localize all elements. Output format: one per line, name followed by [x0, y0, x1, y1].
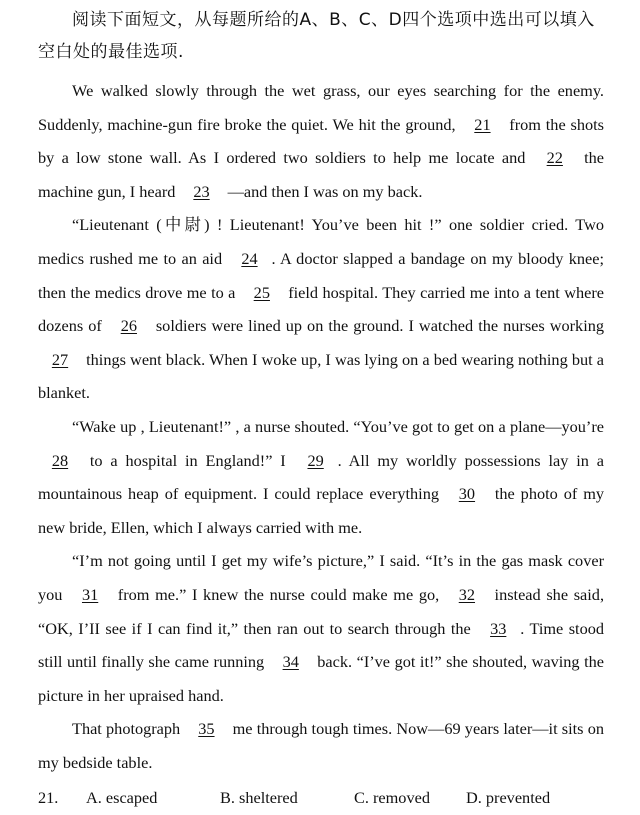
- paragraph-2: [38, 208, 604, 410]
- text-span: . A doctor slapped a bandage on my bloody knee; then the medics drove me to a: [38, 248, 605, 302]
- text-span: things went black. When I woke up, I was lying on a bed wearing nothing but a blanket.: [38, 349, 604, 403]
- text-span: “Wake up , Lieutenant!” , a nurse shouted. “You’ve got to get on a plane—you’re: [72, 416, 604, 436]
- text-span: the machine gun, I heard: [38, 148, 604, 201]
- text-span: instead she said, “OK, I’II see if I can find it,” then ran out to search through the: [38, 584, 605, 638]
- blank-33: 33: [490, 618, 507, 638]
- blank-35: 35: [198, 719, 215, 739]
- instruction-text: 阅读下面短文，从每题所给的A、B、C、D四个选项中选出可以填入空白处的最佳选项.: [38, 10, 595, 62]
- text-span: “I’m not going until I get my wife’s picture,” I said. “It’s in the gas mask cover you: [38, 551, 604, 604]
- text-span: from me.” I knew the nurse could make me go,: [112, 584, 445, 604]
- text-span: back. “I’ve got it!” she shouted, waving the picture in her upraised hand.: [38, 652, 605, 705]
- paragraph-3: [38, 410, 604, 544]
- text-span: me through tough times. Now—69 years later—it sits on my bedside table.: [38, 719, 605, 772]
- text-span: the photo of my new bride, Ellen, which I always carried with me.: [38, 484, 605, 537]
- text-span: . Time stood still until finally she came running: [38, 618, 604, 672]
- text-span: from the shots by a low stone wall. As I ordered two soldiers to help me locate and: [38, 114, 604, 168]
- text-span: to a hospital in England!” I: [82, 450, 294, 470]
- text-span: field hospital. They carried me into a tent where dozens of: [38, 282, 604, 336]
- paragraph-5: [38, 712, 604, 779]
- blank-32: 32: [458, 584, 476, 604]
- text-span: . All my worldly possessions lay in a mountainous heap of equipment. I could replace everything: [38, 450, 604, 504]
- text-span: —and then I was on my back.: [223, 181, 423, 201]
- blank-31: 31: [81, 584, 99, 604]
- paragraph-4: [38, 544, 604, 712]
- blank-22: 22: [546, 148, 563, 168]
- blank-23: 23: [193, 181, 210, 201]
- text-span: That photograph: [72, 719, 185, 739]
- question-21-options: [38, 781, 604, 815]
- blank-25: 25: [253, 282, 270, 302]
- paragraph-1: [38, 74, 604, 208]
- blank-24: 24: [241, 248, 258, 268]
- blank-21: 21: [474, 114, 491, 134]
- blank-28: 28: [51, 450, 69, 470]
- blank-29: 29: [307, 450, 324, 470]
- blank-26: 26: [120, 316, 137, 336]
- question-number: 21.: [38, 788, 59, 808]
- option-d: D. prevented: [466, 788, 551, 808]
- option-b: B. sheltered: [220, 788, 298, 808]
- text-span: “Lieutenant (中尉) ! Lieutenant! You’ve been hit !” one soldier cried. Two medics rushed me to an aid: [38, 215, 604, 268]
- option-c: C. removed: [354, 788, 430, 808]
- blank-34: 34: [282, 652, 299, 672]
- blank-27: 27: [51, 349, 69, 369]
- blank-30: 30: [458, 484, 476, 504]
- option-a: A. escaped: [86, 788, 158, 808]
- text-span: We walked slowly through the wet grass, our eyes searching for the enemy. Suddenly, machine-gun fire broke the quiet. We hit the ground,: [38, 81, 604, 134]
- text-span: soldiers were lined up on the ground. I watched the nurses working: [150, 316, 605, 336]
